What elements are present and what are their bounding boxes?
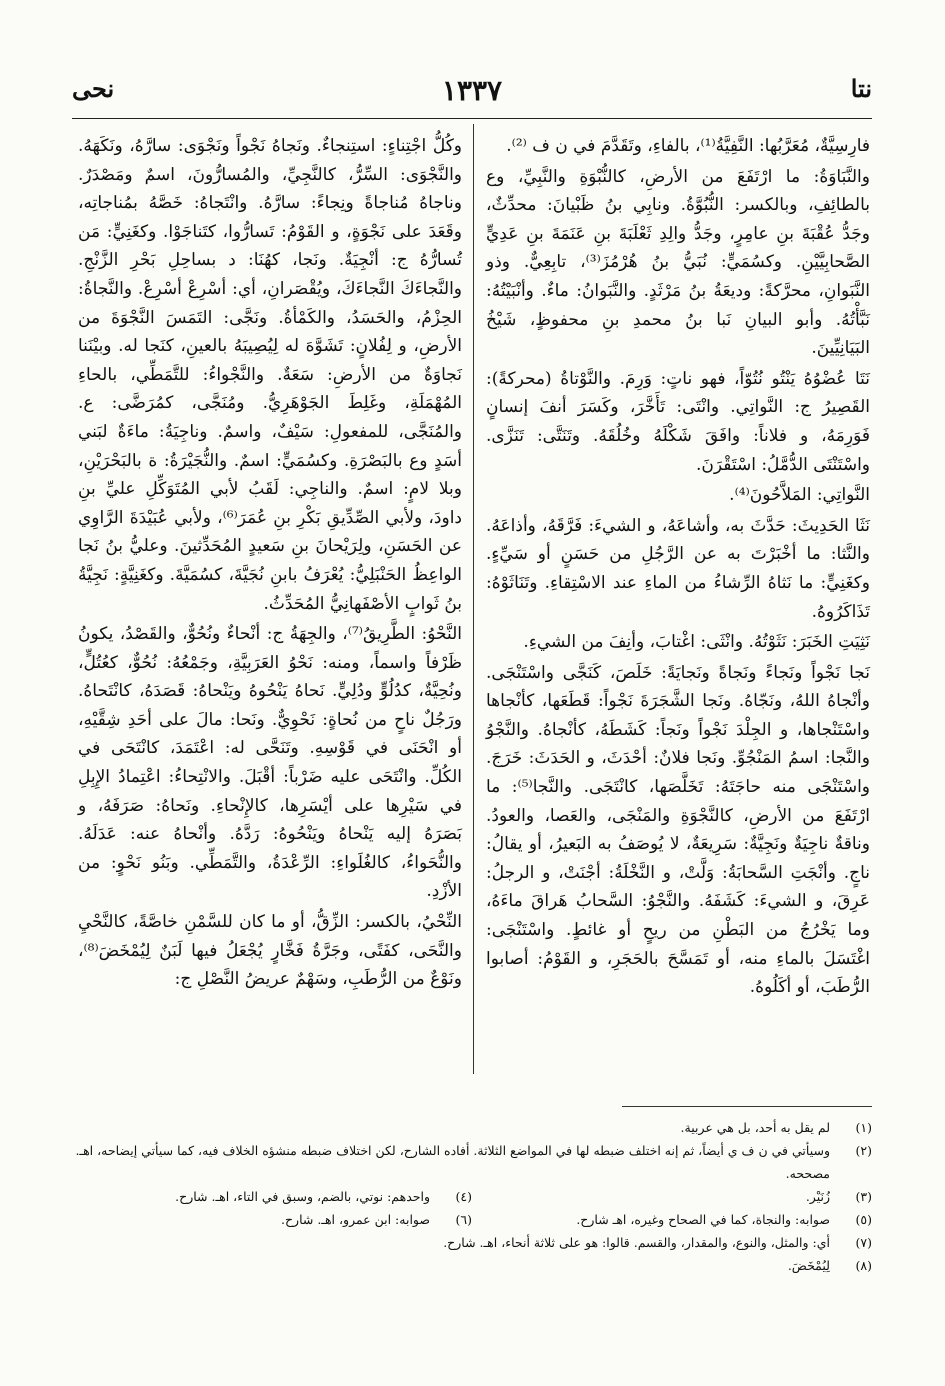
entry-paragraph: النَّحْوُ: الطَّرِيقُ⁽⁷⁾، والجِهَةُ ج: أنْحاءٌ ونُحُوٌّ، والقَصْدُ، يكونُ ظَرْفاً واسماً، ومنه: نَحْوُ العَرَبِيَّةِ، وجَمْعُهُ: نُحُوٌّ، كعُتُلٍّ، ونُحِيَّةٌ، كدُلُوٍّ ودُلِيٍّ. نَحاهُ يَنْحُوهُ ويَنْحاهُ: قَصَدَهُ، كانْتَحاهُ. ورَجُلٌ ناحٍ من نُحاةٍ: نَحْوِيٌّ. ونَحا: مالَ على أحَدِ شِقَّيْهِ، أو انْحَنَى في قَوْسِهِ. وتَنَحَّى له: اعْتَمَدَ، كانْتَحَى في الكُلِّ. وانْتَحَى عليه ضَرْباً: أقْبَلَ. والانْتِحاءُ: اعْتِمادُ الإِبِلِ في سَيْرِها على أيْسَرِها، كالإِنْحاءِ. ونَحاهُ: صَرَفَهُ، و بَصَرَهُ إليه يَنْحاهُ ويَنْحُوهُ: رَدَّهُ. وأنْحاهُ عنه: عَدَلَهُ. والنُّحَواءُ، كالغُلَواءِ: الرِّعْدَةُ، والتَّمَطِّي. وبَنُو نَحْوٍ: من الأزْدِ. — [78, 624, 463, 902]
footnote-rule — [622, 1106, 872, 1107]
page-header — [72, 74, 872, 114]
footnote-number: (٦) — [455, 1212, 472, 1227]
footnote-text: وسيأتي في ن ف ي أيضاً، ثم إنه اختلف ضبطه لها في المواضع الثلاثة. أفاده الشارح، لكن اختلاف ضبطه منشؤه الخلاف فيه، كما سيأتي إيضاحه، اهـ. مصححه. — [75, 1143, 830, 1181]
entry-paragraph: فارِسِيَّةٌ، مُعَرَّبُها: النَّفِيَّةُ⁽¹⁾، بالفاءِ، وتَقَدَّمَ في ن ف ⁽²⁾. — [506, 136, 870, 156]
right-column — [486, 132, 870, 1002]
footnote-number: (٥) — [855, 1212, 872, 1227]
entry-paragraph: نَتَا عُضْوُهُ يَنْتُو نُتُوّاً، فهو ناتٍ: وَرِمَ. والنَّوْتاةُ (محركةً): القَصِيرُ ج: النَّواتِي. وانْتَى: تَأَخَّرَ، وكَسَرَ أنفَ إنسانٍ فَوَرِمَهُ، و فلاناً: وافَقَ شَكْلَهُ وخُلُقَهُ. وتَنَتَّى: تَنَزَّى. واسْتَنْتَى الدُّمَّلُ: اسْتَقْرَنَ. — [486, 368, 870, 475]
footnote — [472, 1208, 872, 1231]
footnote-number: (١) — [855, 1120, 872, 1135]
header-right-keyword: نتا — [850, 74, 872, 103]
footnote — [72, 1185, 472, 1208]
header-left-keyword: نحى — [72, 74, 115, 103]
footnote — [472, 1185, 872, 1208]
footnote-text: لم يقل به أحد، بل هي عربية. — [680, 1120, 830, 1135]
footnote-text: صوابه: والنجاة، كما في الصحاح وغيره، اهـ شارح. — [576, 1212, 830, 1227]
entry-paragraph: نَثِيَتِ الخَبَرَ: نَثَوْتُهُ. وانْثَى: اغْتابَ، وأنِفَ من الشيءِ. — [523, 632, 870, 653]
footnote — [72, 1208, 472, 1231]
entry-paragraph: النَّواتِي: المَلاَّحُونَ⁽⁴⁾. — [729, 485, 870, 506]
left-column — [78, 132, 462, 994]
header-rule — [72, 118, 872, 119]
column-divider — [473, 124, 474, 1074]
footnote-number: (٧) — [855, 1235, 872, 1250]
entry-paragraph: نَجا نَجْواً ونَجاءً ونَجاةً ونَجايَةً: خَلَصَ، كَنَجَّى واسْتَنْجَى. وأنْجاهُ اللهُ، ونَجّاهُ. ونَجا الشَّجَرَةَ نَجْواً: قَطَعَها، كأنْجاها واسْتَنْجاها، و الجِلْدَ نَجْواً ونَجاً: كَشَطَهُ، كأنْجاهُ. والنَّجْوُ والنَّجا: اسمُ المَنْجُوِّ. ونَجا فلانٌ: أحْدَثَ، و الحَدَثَ: خَرَجَ. واسْتَنْجَى منه حاجَتَهُ: تَخَلَّصَها، كانْتَجَى. والنَّجا⁽⁵⁾: ما ارْتَفَعَ من الأرضِ، كالنَّجْوَةِ والمَنْجَى، والعَصا، والعودُ. وناقةٌ ناجِيَةٌ ونَجِيَّةٌ: سَرِيعَةٌ، لا يُوصَفُ به البَعيرُ، أو يقالُ: ناجٍ. وأنْجَتِ السَّحابَةُ: وَلَّتْ، و النَّخْلَةُ: أجْنَتْ، و الرجلُ: عَرِقَ، و الشيءَ: كَشَفَهُ. والنَّجْوُ: السَّحابُ هَراقَ ماءَهُ، وما يَخْرُجُ من البَطْنِ من ريحٍ أو غائطٍ. واسْتَنْجَى: اغْتَسَلَ بالماءِ منه، أو تَمَسَّحَ بالحَجَرِ، و القَوْمُ: أصابوا الرُّطَبَ، أو أكَلُوهُ. — [486, 662, 870, 998]
footnote — [72, 1254, 872, 1277]
entry-paragraph: والنَّبَاوَةُ: ما ارْتَفَعَ من الأرضِ، كالنُّبْوَةِ والنَّبِيِّ، وع بالطائِفِ، وبالكسر: النُّبُوَّةُ. ونابِي بنُ ظَبْيانَ: محدِّثٌ، وجَدُّ عُقْبَةَ بنِ عامِرٍ، وجَدُّ والِدِ ثَعْلَبَةَ بنِ عَنَمَةَ بنِ عَدِيٍّ الصَّحابِيَّيْنِ. وكسُمَيٍّ: نُبَيُّ بنُ هُرْمُزَ⁽³⁾، تابِعِيٌّ. وذو النَّبَوانِ، محرَّكةً: وديعَةُ بنُ مَرْثَدٍ. والنَّبَوانُ: ماءٌ. وأنْبَيْتُهُ: نَبَّأْتُهُ. وأبو البيانِ نَبا بنُ محمدِ بنِ محفوظٍ، شَيْخُ البَيَانِيِّينَ. — [486, 166, 870, 359]
footnote-text: صوابه: ابن عمرو، اهـ. شارح. — [280, 1212, 430, 1227]
footnote-number: (٤) — [455, 1189, 472, 1204]
footnote-row — [72, 1185, 872, 1208]
footnote-number: (٣) — [855, 1189, 872, 1204]
footnote — [72, 1231, 872, 1254]
footnote-text: زُنَيْر. — [805, 1189, 830, 1204]
footnote-number: (٨) — [855, 1258, 872, 1273]
entry-paragraph: النِّحْيُ، بالكسر: الزِّقُّ، أو ما كان للسَّمْنِ خاصَّةً، كالنَّحْيِ والنَّحَى، كفَتًى، وجَرَّةُ فَخَّارٍ يُجْعَلُ فيها لَبَنٌ لِيُمْخَضَ⁽⁸⁾، ونَوْعٌ من الرُّطَبِ، وسَهْمٌ عريضُ النَّصْلِ ج: — [78, 912, 462, 990]
footnote-row — [72, 1208, 872, 1231]
page-number: ١٣٣٧ — [441, 74, 503, 107]
entry-paragraph: وكُلُّ اجْتِناءٍ: استِنجاءٌ. ونَجاهُ نَجْواً ونَجْوَى: سارَّهُ، ونَكَهَهُ. والنَّجْوَى: السِّرُّ، كالنَّجِيِّ، والمُسارُّونَ، اسمٌ ومَصْدَرٌ. وناجاهُ مُناجاةً ونِجاءً: سارَّهُ. وانْتَجاهُ: خَصَّهُ بمُناجاتِه، وقَعَدَ على نَجْوَةٍ، و القَوْمُ: تَسارُّوا، كتَناجَوْا. وكغَنِيٍّ: مَن تُسارُّهُ ج: أنْجِيَةٌ. ونَجا، كهُنَا: د بساحِلِ بَحْرِ الزَّنْجِ. والنَّجاءَكَ النَّجاءَكَ، ويُقْصَرانِ، أي: أسْرِعْ أسْرِعْ. والنَّجاةُ: الحِزْمُ، والحَسَدُ، والكَمْأةُ. ونَجَّى: التَمَسَ النَّجْوَةَ من الأرضِ، و لِفُلانٍ: تَشَوَّهَ له لِيُصِيبَهُ بالعينِ، كنَجا له. وبيْنَنا نَجاوَةٌ من الأرضِ: سَعَةٌ. والنَّجْواءُ: للتَّمَطِّي، بالحاءِ المُهْمَلَةِ، وغَلِطَ الجَوْهَرِيُّ. ومُنَجَّى، كمُرَضَّى: ع. والمُنَجَّى، للمفعولِ: سَيْفٌ، واسمٌ. وناجِيَةُ: ماءَةٌ لبَني أسَدٍ وع بالبَصْرَةِ. وكسُمَيٍّ: اسمٌ. والنُّجَيْرَةُ: ة بالبَحْرَيْنِ، وبلا لامٍ: اسمٌ. والناجِي: لَقَبُ لأبي المُتَوَكِّلِ عليِّ بنِ داودَ، ولأبي الصِّدِّيقِ بَكْرِ بنِ عُمَرَ⁽⁶⁾، ولأبي عُبَيْدَةَ الرَّاوِي عن الحَسَنِ، ولِرَيْحانَ بنِ سَعيدٍ المُحَدِّثينَ. وعليُّ بنُ نَجا الواعِظُ الحَنْبَلِيُّ: يُعْرَفُ بابنِ نُجَيَّةَ، كسُمَيَّةَ. وكغَنِيَّةٍ: نَجِيَّةُ بنُ ثَوابٍ الأصْفَهانِيُّ المُحَدِّثُ. — [78, 136, 462, 614]
entry-paragraph: نَثَا الحَدِيثَ: حَدَّثَ به، وأشاعَهُ، و الشيءَ: فَرَّقَهُ، وأذاعَهُ. والنَّثا: ما أخْبَرْتَ به عن الرَّجُلِ من حَسَنٍ أو سَيِّءٍ. وكغَنِيٍّ: ما نَثاهُ الرِّشاءُ من الماءِ عند الاسْتِقاءِ. وتَنَاثَوْهُ: تَذَاكَرُوهُ. — [486, 515, 870, 622]
footnote-text: أي: والمثل، والنوع، والمقدار، والقسم. قالوا: هو على ثلاثة أنحاء، اهـ. شارح. — [443, 1235, 830, 1250]
footnotes — [72, 1116, 872, 1277]
footnote — [72, 1116, 872, 1139]
footnote-number: (٢) — [855, 1143, 872, 1158]
footnote-text: واحدهم: نوتي، بالضم، وسبق في التاء، اهـ. شارح. — [175, 1189, 430, 1204]
footnote-text: لِيُمْخَضَ. — [787, 1258, 830, 1273]
footnote — [72, 1139, 872, 1185]
